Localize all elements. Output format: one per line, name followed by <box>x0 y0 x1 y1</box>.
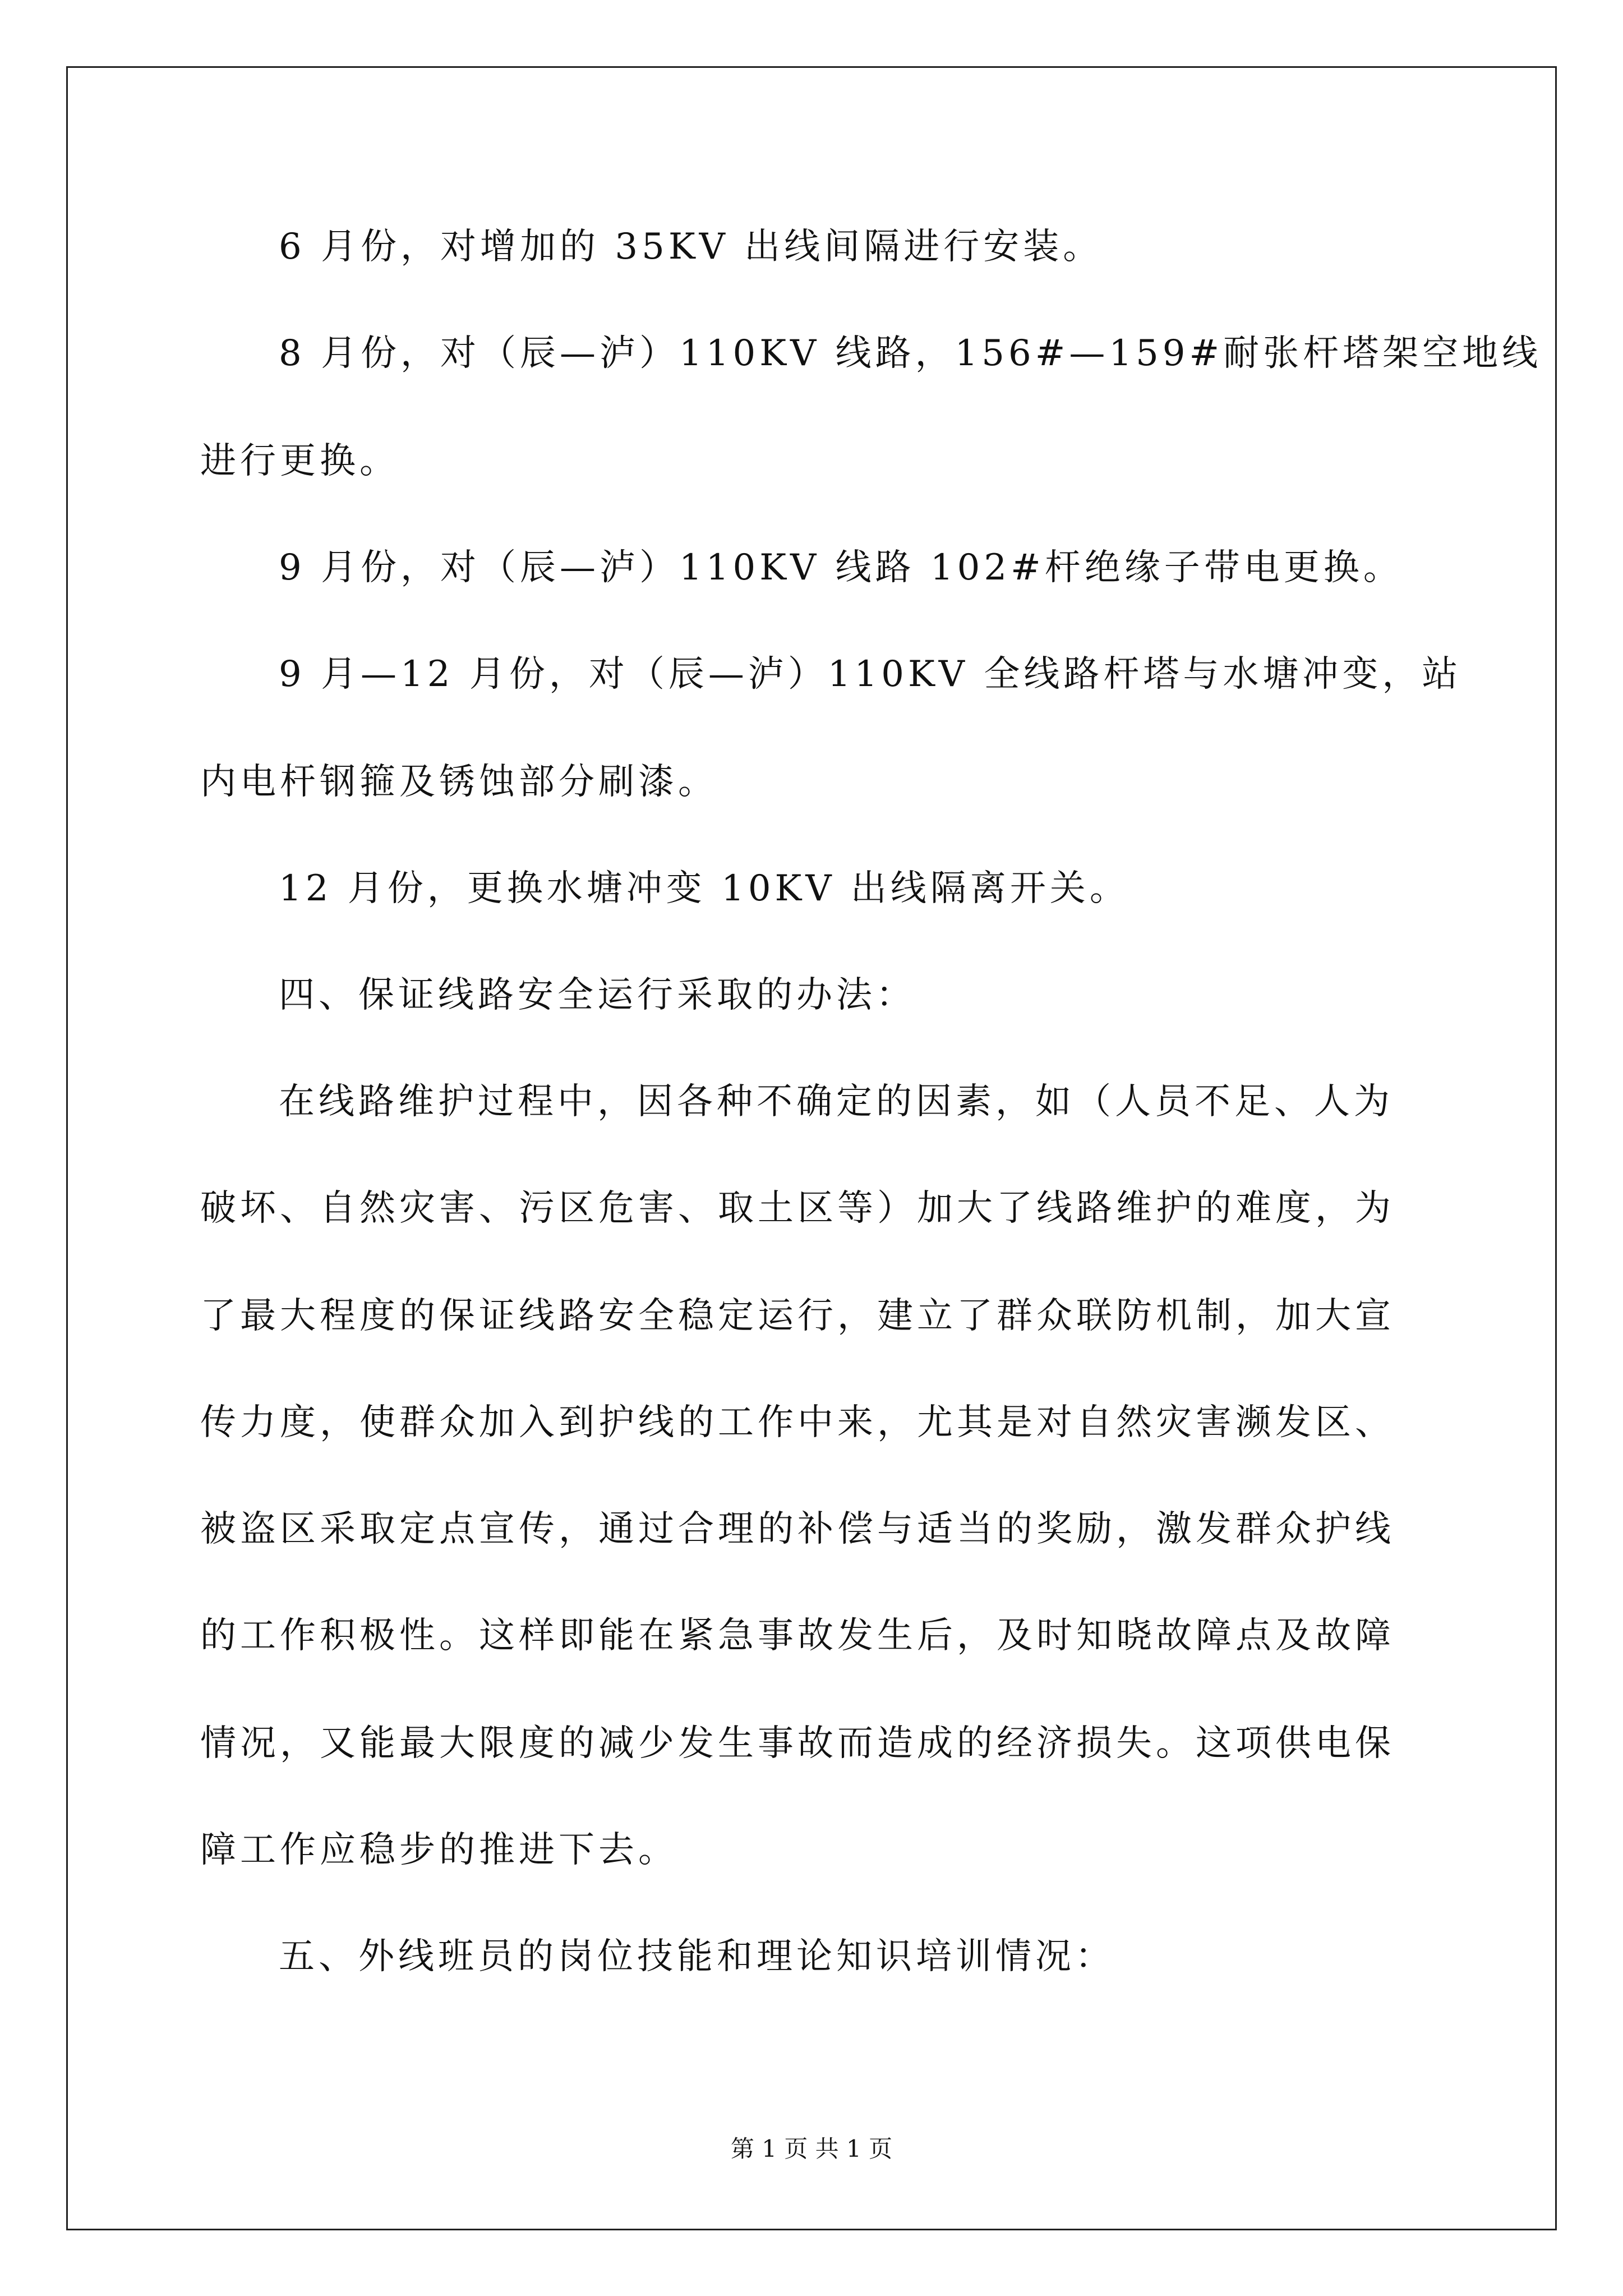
page-border <box>66 66 1557 2230</box>
paragraph-7-line-6: 的工作积极性。这样即能在紧急事故发生后，及时知晓故障点及故障 <box>200 1615 1395 1657</box>
paragraph-1-line-1: 6 月份，对增加的 35KV 出线间隔进行安装。 <box>279 226 1103 268</box>
paragraph-3-line-1: 9 月份，对（辰—泸）110KV 线路 102#杆绝缘子带电更换。 <box>279 547 1403 588</box>
paragraph-7-line-8: 障工作应稳步的推进下去。 <box>200 1829 678 1871</box>
paragraph-7-line-2: 破坏、自然灾害、污区危害、取土区等）加大了线路维护的难度，为 <box>200 1188 1395 1229</box>
paragraph-2-line-2: 进行更换。 <box>200 440 399 482</box>
paragraph-7-line-4: 传力度，使群众加入到护线的工作中来，尤其是对自然灾害濒发区、 <box>200 1402 1395 1443</box>
paragraph-4-line-1: 9 月—12 月份，对（辰—泸）110KV 全线路杆塔与水塘冲变，站 <box>279 654 1462 695</box>
page-footer: 第 1 页 共 1 页 <box>730 2135 893 2162</box>
paragraph-2-line-1: 8 月份，对（辰—泸）110KV 线路，156#—159#耐张杆塔架空地线 <box>279 333 1542 374</box>
paragraph-4-line-2: 内电杆钢箍及锈蚀部分刷漆。 <box>200 761 718 803</box>
paragraph-7-line-5: 被盗区采取定点宣传，通过合理的补偿与适当的奖励，激发群众护线 <box>200 1508 1395 1550</box>
section-heading-4: 四、保证线路安全运行采取的办法： <box>279 974 916 1016</box>
paragraph-7-line-7: 情况，又能最大限度的减少发生事故而造成的经济损失。这项供电保 <box>200 1723 1395 1764</box>
paragraph-5-line-1: 12 月份，更换水塘冲变 10KV 出线隔离开关。 <box>279 868 1129 909</box>
section-heading-5: 五、外线班员的岗位技能和理论知识培训情况： <box>279 1936 1115 1977</box>
paragraph-7-line-3: 了最大程度的保证线路安全稳定运行，建立了群众联防机制，加大宣 <box>200 1295 1395 1337</box>
paragraph-7-line-1: 在线路维护过程中，因各种不确定的因素，如（人员不足、人为 <box>279 1081 1394 1122</box>
